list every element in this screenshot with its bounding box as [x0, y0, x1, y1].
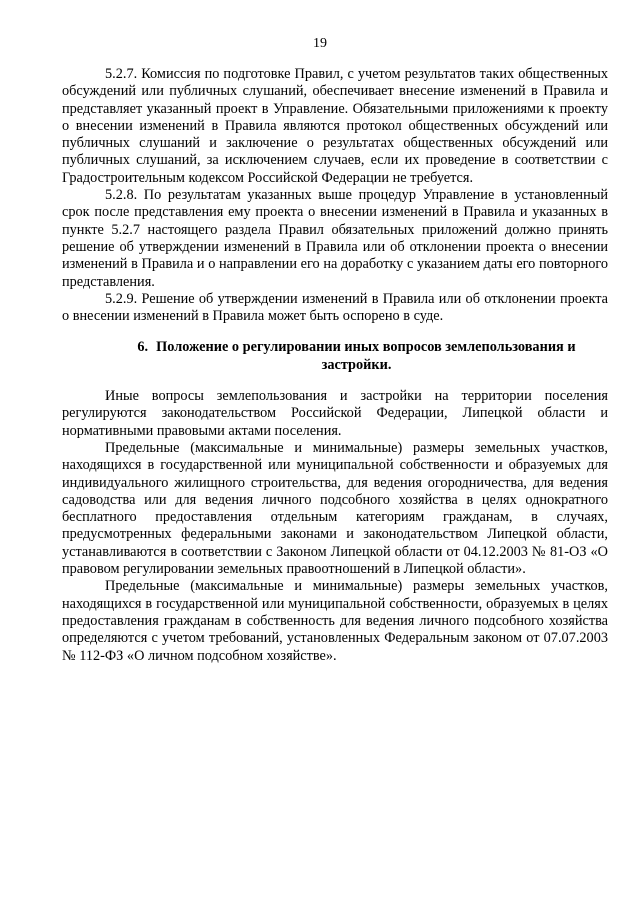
paragraph-plot-sizes-free: Предельные (максимальные и минимальные) размеры земельных участков, находящихся в государственной или муниципальной собственности и образуемых для индивидуального жилищного строительства, для ведения огородничества, для ведения садоводства или для ведения личного подсобного хозяйства в целях однократного бесплатного предоставления отдельным категориям гражданам, в случаях, предусмотренных федеральными законами и законодательством Липецкой области, устанавливаются в соответствии с Законом Липецкой области от 04.12.2003 № 81-ОЗ «О правовом регулировании земельных правоотношений в Липецкой области».: [62, 439, 608, 578]
paragraph-plot-sizes-subsidiary: Предельные (максимальные и минимальные) размеры земельных участков, находящихся в государственной или муниципальной собственности, образуемых в целях предоставления гражданам в собственность для ведения личного подсобного хозяйства определяются с учетом требований, установленных Федеральным законом от 07.07.2003 № 112-ФЗ «О личном подсобном хозяйстве».: [62, 578, 608, 664]
section-title: Положение о регулировании иных вопросов землепользования и застройки.: [156, 339, 576, 373]
section-heading: [62, 339, 608, 374]
paragraph-5-2-7: 5.2.7. Комиссия по подготовке Правил, с учетом результатов таких общественных обсуждений или публичных слушаний, обеспечивает внесение изменений в Правила и представляет указанный проект в Управление. Обязательными приложениями к проекту о внесении изменений в Правила являются протокол общественных обсуждений или публичных слушаний и заключение о результатах общественных обсуждений или публичных слушаний, за исключением случаев, если их проведение в соответствии с Градостроительным кодексом Российской Федерации не требуется.: [62, 66, 608, 186]
paragraph-5-2-8: 5.2.8. По результатам указанных выше процедур Управление в установленный срок после представления ему проекта о внесении изменений в Правила и указанных в пункте 5.2.7 настоящего раздела Правил обязательных приложений должно принять решение об утверждении изменений в Правила или об отклонении проекта о внесении изменений в Правила и о направлении его на доработку с указанием даты его повторного представления.: [62, 187, 608, 290]
page-number: 19: [313, 36, 327, 51]
paragraph-other-questions: Иные вопросы землепользования и застройки на территории поселения регулируются законодательством Российской Федерации, Липецкой области и нормативными правовыми актами поселения.: [62, 388, 608, 439]
section-number: 6.: [137, 339, 149, 356]
paragraph-5-2-9: 5.2.9. Решение об утверждении изменений в Правила или об отклонении проекта о внесении изменений в Правила может быть оспорено в суде.: [62, 290, 608, 325]
page-content: [62, 66, 608, 665]
